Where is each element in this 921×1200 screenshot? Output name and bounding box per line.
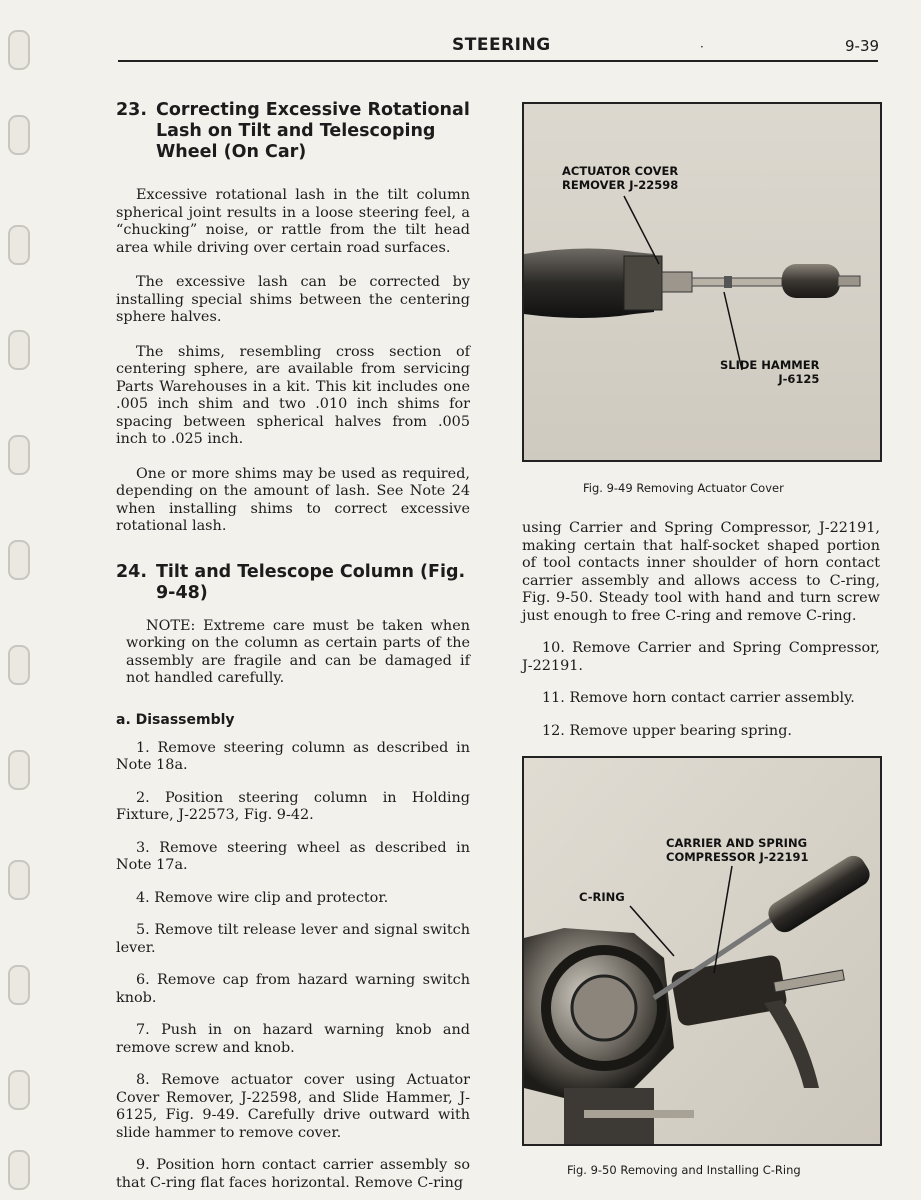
section-title: Tilt and Telescope Column (Fig. 9-48) xyxy=(156,561,466,603)
callout-line: REMOVER J-22598 xyxy=(562,178,679,192)
figure-9-49-caption: Fig. 9-49 Removing Actuator Cover xyxy=(583,481,784,495)
figure-9-50-caption: Fig. 9-50 Removing and Installing C-Ring xyxy=(567,1163,801,1177)
page-number: 9-39 xyxy=(845,37,880,55)
callout-line: COMPRESSOR J-22191 xyxy=(666,850,809,864)
step: 8. Remove actuator cover using Actuator Cover Remover, J-22598, and Slide Hammer, J-6125, Fig. 9-49. Carefully drive outward with slide hammer to remove cover. xyxy=(116,1072,470,1141)
right-column xyxy=(522,520,880,740)
caution-note: NOTE: Extreme care must be taken when working on the column as certain parts of the assembly are fragile and can be damaged if not handled carefully. xyxy=(126,617,470,686)
c-ring-removal-photo xyxy=(524,758,880,1144)
step: 7. Push in on hazard warning knob and remove screw and knob. xyxy=(116,1022,470,1056)
header-dot: · xyxy=(700,40,704,54)
callout-line: J-6125 xyxy=(778,372,820,386)
section-number: 24. xyxy=(116,561,148,582)
binder-hole xyxy=(8,115,30,155)
left-column xyxy=(116,100,470,1192)
step: 10. Remove Carrier and Spring Compressor, J-22191. xyxy=(522,640,880,674)
subheading-disassembly: a. Disassembly xyxy=(116,711,235,728)
actuator-cover-removal-photo xyxy=(524,104,880,460)
step: 5. Remove tilt release lever and signal switch lever. xyxy=(116,922,470,956)
binder-hole xyxy=(8,540,30,580)
header-rule xyxy=(118,60,878,62)
callout-line: CARRIER AND SPRING xyxy=(666,836,808,850)
section-23-heading xyxy=(116,100,470,163)
step: 2. Position steering column in Holding Fixture, J-22573, Fig. 9-42. xyxy=(116,789,470,823)
binder-hole xyxy=(8,1150,30,1190)
callout-carrier-compressor xyxy=(666,836,809,864)
section-24-heading xyxy=(116,562,470,604)
paragraph: The shims, resembling cross section of centering sphere, are available from servicing Parts Warehouses in a kit. This kit includes one .005 inch shim and two .010 inch shims for spacing between spherical halves from .005 inch to .025 inch. xyxy=(116,343,470,447)
callout-c-ring: C-RING xyxy=(579,890,625,904)
binder-hole xyxy=(8,225,30,265)
section-number: 23. xyxy=(116,100,148,120)
paragraph: The excessive lash can be corrected by installing special shims between the centering sphere halves. xyxy=(116,274,470,325)
step: 6. Remove cap from hazard warning switch knob. xyxy=(116,972,470,1006)
callout-slide-hammer xyxy=(720,358,819,386)
step: 3. Remove steering wheel as described in Note 17a. xyxy=(116,839,470,873)
step: 11. Remove horn contact carrier assembly. xyxy=(542,690,855,706)
binder-hole xyxy=(8,1070,30,1110)
paragraph: using Carrier and Spring Compressor, J-22191, making certain that half-socket shaped portion of tool contacts inner shoulder of horn contact carrier assembly and allows access to C-ring, Fig. 9-50. Steady tool with hand and turn screw just enough to free C-ring and remove C-ring. xyxy=(522,520,880,624)
binder-hole xyxy=(8,645,30,685)
binder-hole xyxy=(8,860,30,900)
binder-hole xyxy=(8,435,30,475)
step: 9. Position horn contact carrier assembly so that C-ring flat faces horizontal. Remove C-ring xyxy=(116,1157,470,1191)
step: 1. Remove steering column as described in Note 18a. xyxy=(116,739,470,773)
step: 12. Remove upper bearing spring. xyxy=(542,722,792,739)
paragraph: Excessive rotational lash in the tilt column spherical joint results in a loose steering feel, a “chucking” noise, or rattle from the tilt head area while driving over certain road surfaces. xyxy=(116,187,470,256)
binder-hole xyxy=(8,30,30,70)
binder-hole xyxy=(8,750,30,790)
figure-9-50 xyxy=(522,756,882,1146)
page-header-title: STEERING xyxy=(452,35,551,55)
callout-actuator-cover xyxy=(562,164,678,192)
figure-9-49 xyxy=(522,102,882,462)
binder-holes xyxy=(8,30,30,1190)
section-title: Correcting Excessive Rotational Lash on Tilt and Telescoping Wheel (On Car) xyxy=(156,100,470,162)
callout-line: ACTUATOR COVER xyxy=(562,164,679,178)
binder-hole xyxy=(8,965,30,1005)
binder-hole xyxy=(8,330,30,370)
paragraph: One or more shims may be used as required, depending on the amount of lash. See Note 24 when installing shims to correct excessive rotational lash. xyxy=(116,465,470,534)
callout-line: SLIDE HAMMER xyxy=(720,358,820,372)
step: 4. Remove wire clip and protector. xyxy=(136,889,389,906)
